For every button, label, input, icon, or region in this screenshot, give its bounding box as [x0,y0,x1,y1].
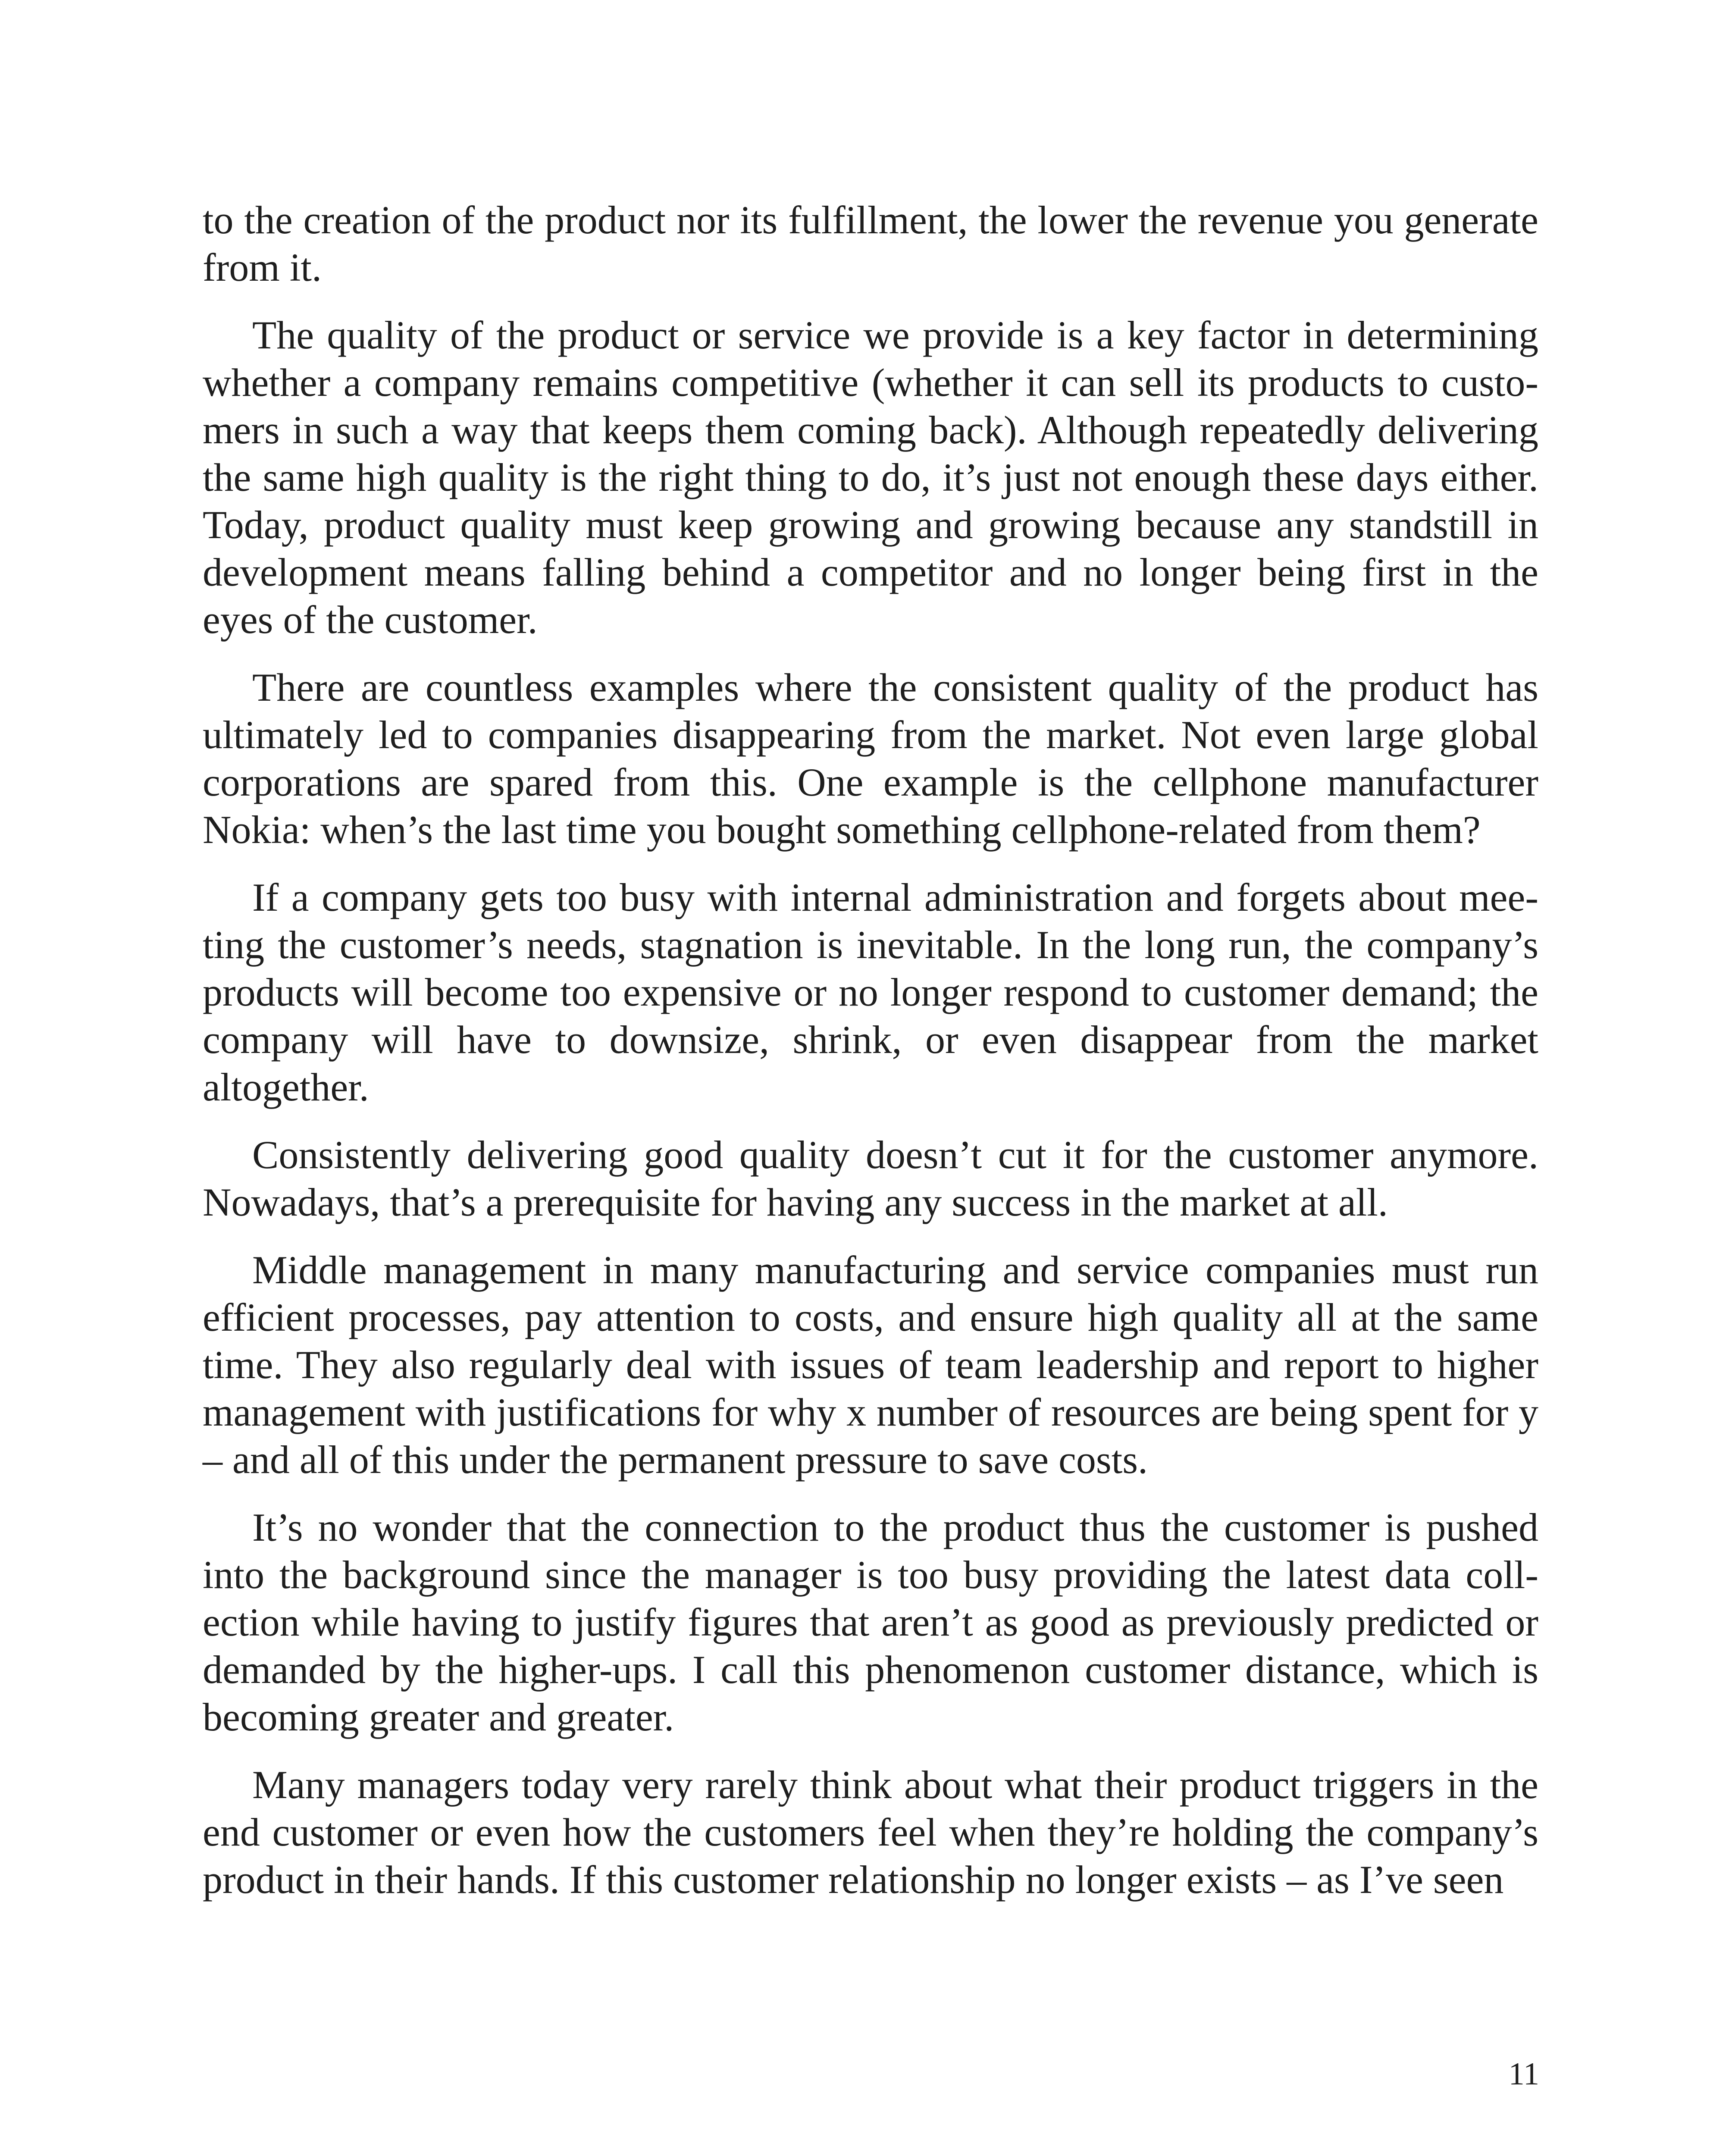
paragraph-consistent-quality-examples: There are countless examples where the consistent quality of the product has ultimately led to companies disappearing from the market. Not even large global corporations are spared from this. One example is the cellphone manufacturer Nokia: when’s the last time you bought something cellphone-related from them? [203,665,1538,852]
paragraph-internal-administration: If a company gets too busy with internal administration and forgets about meeting the customer’s needs, stagnation is inevitable. In the long run, the company’s products will become too expensive or no longer respond to customer demand; the company will have to downsize, shrink, or even disappear from the market altogether. [203,875,1538,1109]
paragraph-prerequisite: Consistently delivering good quality doesn’t cut it for the customer anymore. Nowadays, that’s a prerequisite for having any success in the market at all. [203,1133,1538,1224]
page-number: 11 [1508,2056,1539,2092]
paragraph-product-quality: The quality of the product or service we provide is a key factor in determining whether a company remains competitive (whether it can sell its products to customers in such a way that keeps them coming back). Although repeatedly delivering the same high quality is the right thing to do, it’s just not enough these days either. Today, product quality must keep growing and growing because any standstill in development means falling behind a competitor and no longer being first in the eyes of the customer. [203,313,1538,642]
paragraph-customer-distance: It’s no wonder that the connection to the product thus the customer is pushed into the background since the manager is too busy providing the latest data collection while having to justify figures that aren’t as good as previously predicted or demanded by the higher-ups. I call this phenomenon customer distance, which is becoming greater and greater. [203,1505,1538,1739]
body-text [203,196,1538,1924]
paragraph-customer-relationship: Many managers today very rarely think about what their product triggers in the end customer or even how the customers feel when they’re holding the company’s product in their hands. If this customer relationship no longer exists – as I’ve seen [203,1763,1538,1902]
paragraph-continuation: to the creation of the product nor its fulfillment, the lower the revenue you generate from it. [203,198,1538,289]
paragraph-middle-management: Middle management in many manufacturing and service companies must run efficient processes, pay attention to costs, and ensure high quality all at the same time. They also regularly deal with issues of team leadership and report to higher management with justifications for why x number of resources are being spent for y – and all of this under the permanent pressure to save costs. [203,1248,1538,1482]
